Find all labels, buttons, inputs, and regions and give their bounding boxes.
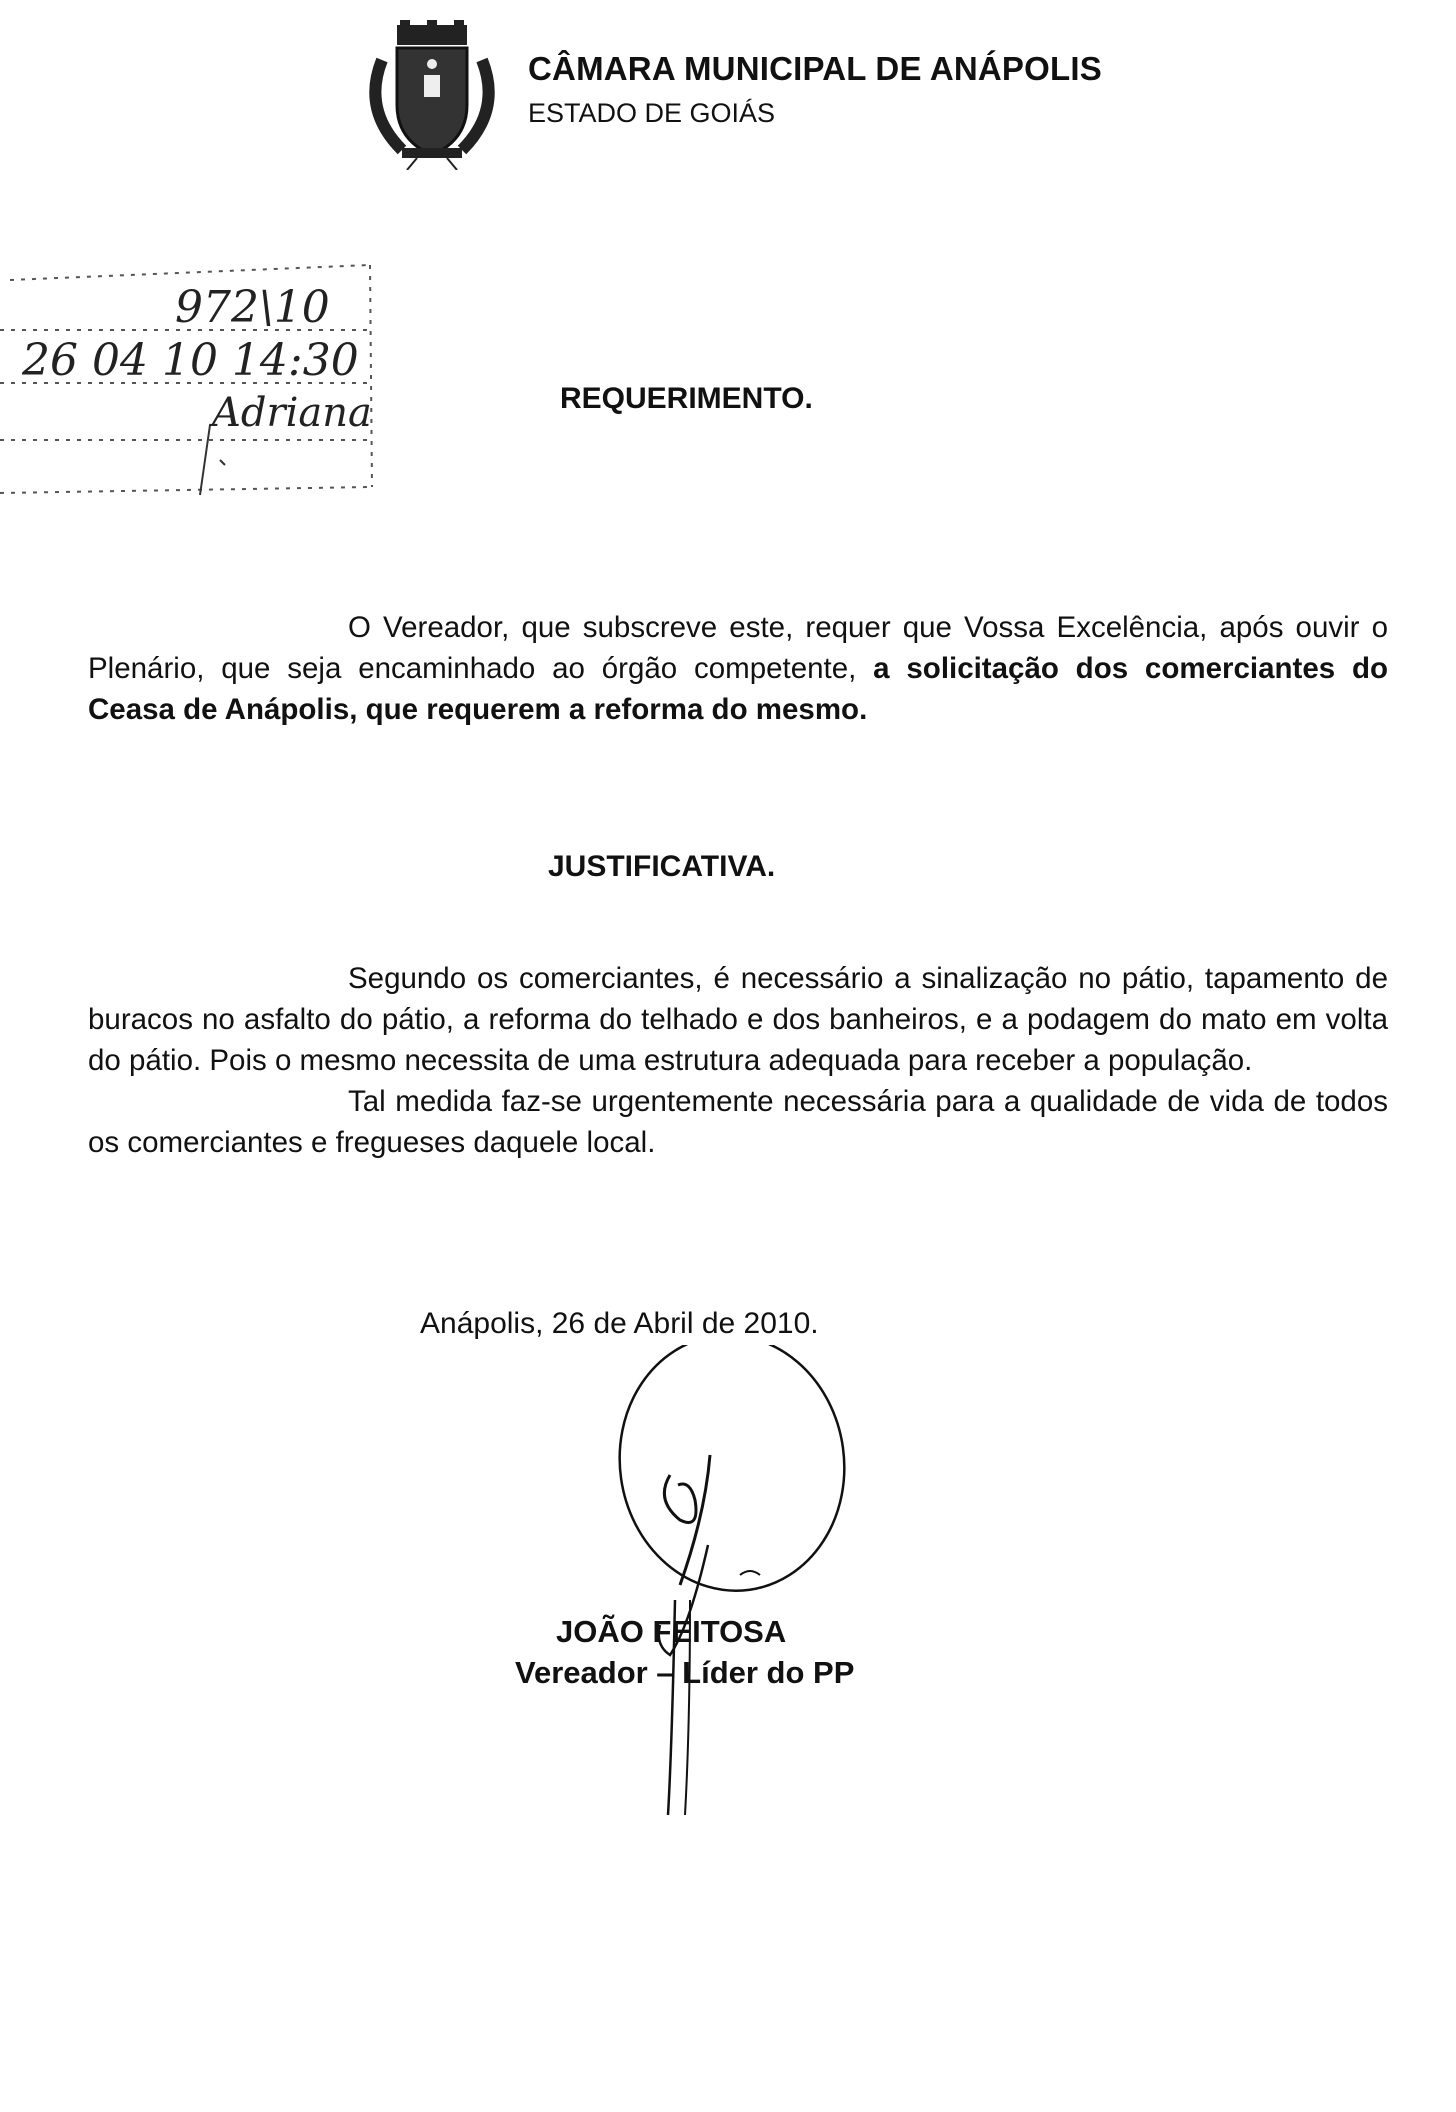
- request-text: O Vereador, que subscreve este, requer que Vossa Excelência, após ouvir o Plenário, que seja encaminhado ao órgão competente,: [88, 611, 1388, 685]
- organization-state: ESTADO DE GOIÁS: [528, 98, 776, 128]
- municipal-crest-icon: [362, 20, 502, 170]
- request-paragraph: [88, 607, 1388, 730]
- place-date: Anápolis, 26 de Abril de 2010.: [420, 1307, 819, 1340]
- protocol-number: 972\10: [175, 282, 330, 333]
- justification-paragraph: Tal medida faz-se urgentemente necessária para a qualidade de vida de todos os comerciantes e fregueses daquele local.: [88, 1085, 1388, 1159]
- document-title: REQUERIMENTO.: [560, 382, 813, 415]
- justification-paragraph: Segundo os comerciantes, é necessário a sinalização no pátio, tapamento de buracos no asfalto do pátio, a reforma do telhado e dos banheiros, e a podagem do mato em volta do pátio. Pois o mesmo necessita de uma estrutura adequada para receber a população.: [88, 962, 1388, 1077]
- request-emphasis: a solicitação dos comerciantes do Ceasa de Anápolis, que requerem a reforma do mesmo.: [88, 652, 1388, 726]
- handwritten-signature: [560, 1345, 880, 1825]
- justification-title: JUSTIFICATIVA.: [548, 850, 776, 883]
- justification-body: [88, 958, 1388, 1163]
- organization-name: CÂMARA MUNICIPAL DE ANÁPOLIS: [528, 50, 1102, 87]
- signer-role: Vereador – Líder do PP: [515, 1655, 855, 1690]
- protocol-initials: Adriana: [212, 390, 372, 436]
- protocol-datetime: 26 04 10 14:30: [22, 335, 359, 386]
- signer-name: JOÃO FEITOSA: [556, 1614, 787, 1649]
